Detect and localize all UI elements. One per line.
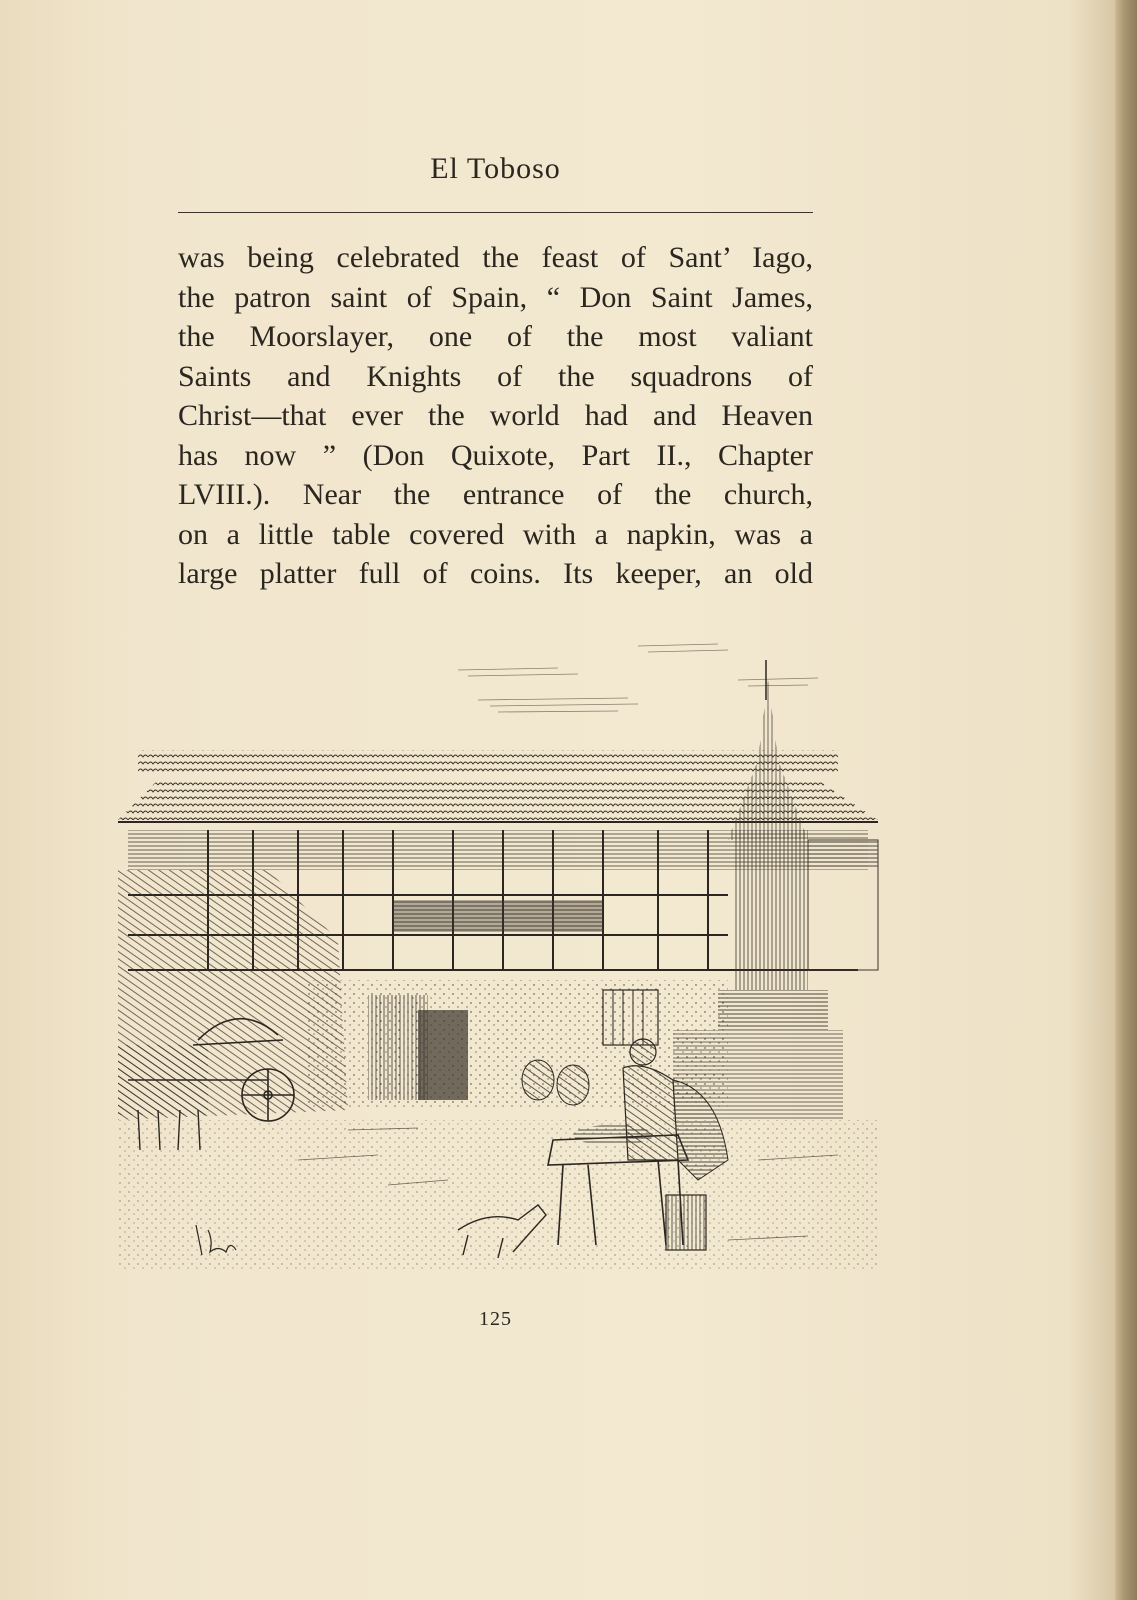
text-line: on a little table covered with a napkin, was a — [178, 517, 813, 551]
page-number: 125 — [479, 1308, 512, 1330]
text-line: LVIII.). Near the entrance of the church, — [178, 478, 813, 511]
header-rule — [178, 212, 813, 213]
text-line: the Moorslayer, one of the most valiant — [178, 320, 813, 353]
text-line: was being celebrated the feast of Sant’ Iago, — [178, 241, 813, 274]
text-line: Christ—that ever the world had and Heaven — [178, 399, 813, 432]
body-text — [178, 238, 813, 594]
running-head: El Toboso — [430, 152, 561, 185]
text-line: the patron saint of Spain, “ Don Saint James, — [178, 280, 813, 314]
engraving-illustration — [118, 640, 898, 1290]
text-line: large platter full of coins. Its keeper, an old — [178, 557, 813, 590]
text-line: Saints and Knights of the squadrons of — [178, 359, 813, 393]
text-line: has now ” (Don Quixote, Part II., Chapter — [178, 438, 813, 472]
page-gutter — [1115, 0, 1137, 1600]
